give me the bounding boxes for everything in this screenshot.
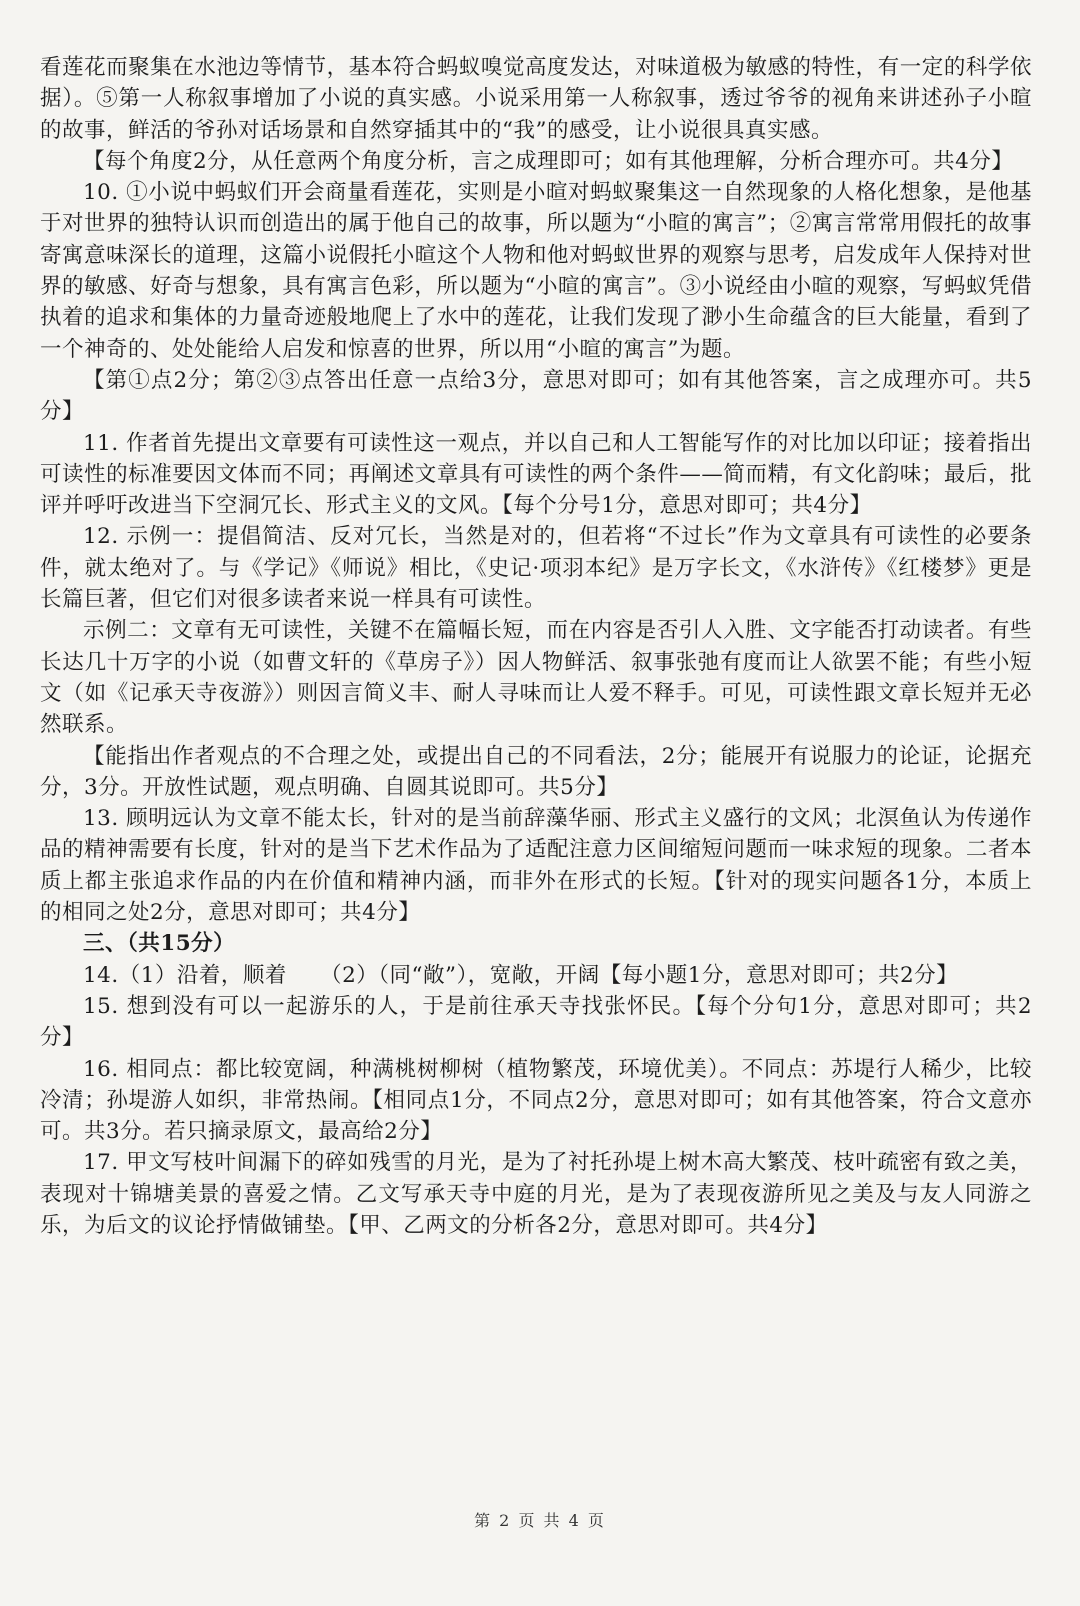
paragraph-q15-answer: 15. 想到没有可以一起游乐的人，于是前往承天寺找张怀民。【每个分句1分，意思对即可；共2分】 [40, 993, 1032, 1051]
paragraph-q10-answer: 10. ①小说中蚂蚁们开会商量看莲花，实则是小暄对蚂蚁聚集这一自然现象的人格化想象，是他基于对世界的独特认识而创造出的属于他自己的故事，所以题为“小暄的寓言”；②寓言常常用假托的故事寄寓意味深长的道理，这篇小说假托小暄这个人物和他对蚂蚁世界的观察与思考，启发成年人保持对世界的敏感、好奇与想象，具有寓言色彩，所以题为“小暄的寓言”。③小说经由小暄的观察，写蚂蚁凭借执着的追求和集体的力量奇迹般地爬上了水中的莲花，让我们发现了渺小生命蕴含的巨大能量，看到了一个神奇的、处处能给人启发和惊喜的世界，所以用“小暄的寓言”为题。 [40, 180, 1032, 362]
paragraph-q10-scoring: 【第①点2分；第②③点答出任意一点给3分，意思对即可；如有其他答案，言之成理亦可。共5分】 [40, 367, 1032, 425]
paragraph-q13-answer: 13. 顾明远认为文章不能太长，针对的是当前辞藻华丽、形式主义盛行的文风；北溟鱼认为传递作品的精神需要有长度，针对的是当下艺术作品为了适配注意力区间缩短问题而一味求短的现象。二者本质上都主张追求作品的内在价值和精神内涵，而非外在形式的长短。【针对的现实问题各1分，本质上的相同之处2分，意思对即可；共4分】 [40, 806, 1032, 926]
page-number: 第 2 页 共 4 页 [474, 1511, 606, 1530]
paragraph-q12-scoring: 【能指出作者观点的不合理之处，或提出自己的不同看法，2分；能展开有说服力的论证，论据充分，3分。开放性试题，观点明确、自圆其说即可。共5分】 [40, 743, 1032, 800]
paragraph-q17-answer: 17. 甲文写枝叶间漏下的碎如残雪的月光，是为了衬托孙堤上树木高大繁茂、枝叶疏密有致之美，表现对十锦塘美景的喜爱之情。乙文写承天寺中庭的月光，是为了表现夜游所见之美及与友人同游之乐，为后文的议论抒情做铺垫。【甲、乙两文的分析各2分，意思对即可。共4分】 [40, 1150, 1032, 1238]
section-three-heading: 三、（共15分） [83, 931, 236, 957]
paragraph-q12-example-two: 示例二：文章有无可读性，关键不在篇幅长短，而在内容是否引人入胜、文字能否打动读者。有些长达几十万字的小说（如曹文轩的《草房子》）因人物鲜活、叙事张弛有度而让人欲罢不能；有些小短文（如《记承天寺夜游》）则因言简义丰、耐人寻味而让人爱不释手。可见，可读性跟文章长短并无必然联系。 [40, 618, 1032, 738]
paragraph-q12-example-one: 12. 示例一：提倡简洁、反对冗长，当然是对的，但若将“不过长”作为文章具有可读性的必要条件，就太绝对了。与《学记》《师说》相比，《史记·项羽本纪》是万字长文，《水浒传》《红楼梦》更是长篇巨著，但它们对很多读者来说一样具有可读性。 [40, 524, 1032, 613]
paragraph-q16-answer: 16. 相同点：都比较宽阔，种满桃树柳树（植物繁茂，环境优美）。不同点：苏堤行人稀少，比较冷清；孙堤游人如织，非常热闹。【相同点1分，不同点2分，意思对即可；如有其他答案，符合文意亦可。共3分。若只摘录原文，最高给2分】 [40, 1056, 1032, 1145]
paragraph-q9-continuation: 看莲花而聚集在水池边等情节，基本符合蚂蚁嗅觉高度发达，对味道极为敏感的特性，有一定的科学依据）。⑤第一人称叙事增加了小说的真实感。小说采用第一人称叙事，透过爷爷的视角来讲述孙子小暄的故事，鲜活的爷孙对话场景和自然穿插其中的“我”的感受，让小说很具真实感。 [40, 55, 1032, 143]
paragraph-q14-answer: 14.（1）沿着，顺着 （2）（同“敞”），宽敞，开阔【每小题1分，意思对即可；共2分】 [83, 962, 959, 988]
answer-body [40, 52, 1032, 1241]
paragraph-q11-answer: 11. 作者首先提出文章要有可读性这一观点，并以自己和人工智能写作的对比加以印证；接着指出可读性的标准要因文体而不同；再阐述文章具有可读性的两个条件——简而精，有文化韵味；最后，批评并呼吁改进当下空洞冗长、形式主义的文风。【每个分号1分，意思对即可；共4分】 [40, 430, 1032, 519]
paragraph-q9-scoring: 【每个角度2分，从任意两个角度分析，言之成理即可；如有其他理解，分析合理亦可。共4分】 [83, 148, 1014, 174]
